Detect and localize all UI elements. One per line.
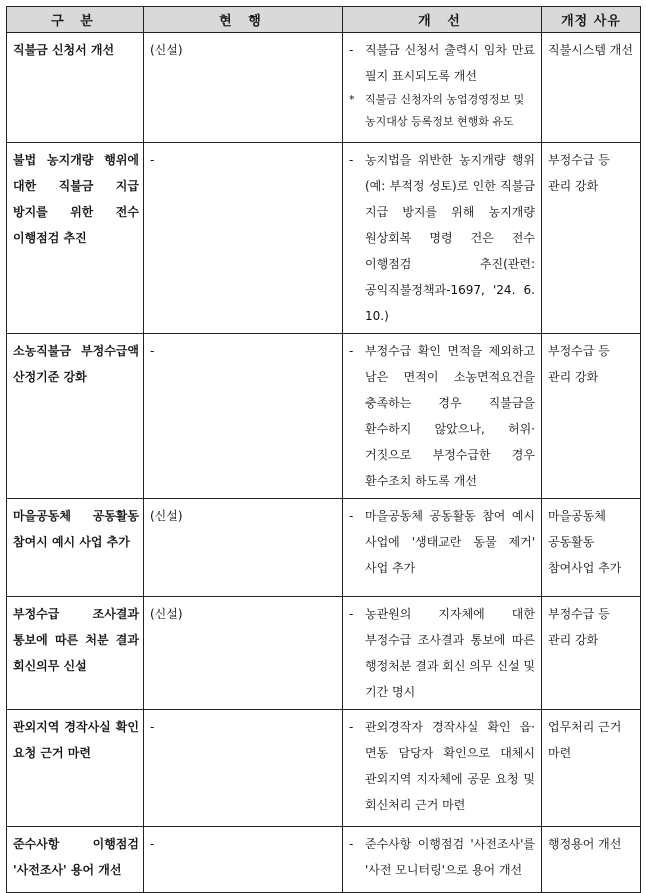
row-reason: 부정수급 등 관리 강화 <box>542 143 641 334</box>
improvement-item: - 마을공동체 공동활동 참여 예시 사업에 '생태교란 동물 제거' 사업 추가 <box>349 503 535 581</box>
header-category: 구 분 <box>7 7 144 33</box>
row-category: 준수사항 이행점검 '사전조사' 용어 개선 <box>7 827 144 893</box>
header-current: 현 행 <box>144 7 343 33</box>
improvement-text: 농관원의 지자체에 대한 부정수급 조사결과 통보에 따른 행정처분 결과 회신 의무 신설 및 기간 명시 <box>365 607 535 699</box>
improvement-text: 준수사항 이행점검 '사전조사'를 '사전 모니터링'으로 용어 개선 <box>365 837 535 877</box>
improvement-item: - 관외경작자 경작사실 확인 읍·면동 담당자 확인으로 대체시 관외지역 지자체에 공문 요청 및 회신처리 근거 마련 <box>349 714 535 818</box>
row-current: (신설) <box>144 499 343 597</box>
row-improvement-cell <box>343 827 542 893</box>
row-category: 마을공동체 공동활동 참여시 예시 사업 추가 <box>7 499 144 597</box>
row-improvement-cell <box>343 597 542 710</box>
improvement-item: - 부정수급 확인 면적을 제외하고 남은 면적이 소농면적요건을 충족하는 경우 직불금을 환수하지 않았으나, 허위·거짓으로 부정수급한 경우 환수조치 하도록 개선 <box>349 338 535 494</box>
row-category: 소농직불금 부정수급액 산정기준 강화 <box>7 334 144 499</box>
improvement-text: 직불금 신청서 출력시 임차 만료 필지 표시되도록 개선 <box>365 43 535 83</box>
row-category: 부정수급 조사결과 통보에 따른 처분 결과 회신의무 신설 <box>7 597 144 710</box>
improvement-note: * 직불금 신청자의 농업경영정보 및 농지대상 등록정보 현행화 유도 <box>349 89 535 133</box>
row-current: - <box>144 334 343 499</box>
table-row <box>7 597 641 710</box>
row-improvement-cell <box>343 33 542 143</box>
row-reason: 업무처리 근거 마련 <box>542 710 641 827</box>
improvement-text: 농지법을 위반한 농지개량 행위(예: 부적정 성토)로 인한 직불금 지급 방지를 위해 농지개량 원상회복 명령 건은 전수 이행점검 추진(관련: 공익직불정책과-1697, '24. 6. 10.) <box>365 153 535 323</box>
row-current: - <box>144 710 343 827</box>
row-reason: 부정수급 등 관리 강화 <box>542 334 641 499</box>
amendment-table <box>6 6 641 893</box>
row-current: (신설) <box>144 597 343 710</box>
row-improvement-cell <box>343 710 542 827</box>
row-improvement-cell <box>343 334 542 499</box>
table-row <box>7 710 641 827</box>
row-current: - <box>144 143 343 334</box>
row-category: 관외지역 경작사실 확인 요청 근거 마련 <box>7 710 144 827</box>
row-category: 직불금 신청서 개선 <box>7 33 144 143</box>
table-row <box>7 33 641 143</box>
row-improvement-cell <box>343 143 542 334</box>
row-category: 불법 농지개량 행위에 대한 직불금 지급 방지를 위한 전수 이행점검 추진 <box>7 143 144 334</box>
header-improvement: 개 선 <box>343 7 542 33</box>
improvement-text: 부정수급 확인 면적을 제외하고 남은 면적이 소농면적요건을 충족하는 경우 직불금을 환수하지 않았으나, 허위·거짓으로 부정수급한 경우 환수조치 하도록 개선 <box>365 344 535 488</box>
header-reason: 개정 사유 <box>542 7 641 33</box>
improvement-item: - 준수사항 이행점검 '사전조사'를 '사전 모니터링'으로 용어 개선 <box>349 831 535 883</box>
row-current: (신설) <box>144 33 343 143</box>
table-row <box>7 827 641 893</box>
improvement-text: 관외경작자 경작사실 확인 읍·면동 담당자 확인으로 대체시 관외지역 지자체에 공문 요청 및 회신처리 근거 마련 <box>365 720 535 812</box>
row-reason: 직불시스템 개선 <box>542 33 641 143</box>
table-row <box>7 143 641 334</box>
row-reason: 마을공동체 공동활동 참여사업 추가 <box>542 499 641 597</box>
improvement-item: - 직불금 신청서 출력시 임차 만료 필지 표시되도록 개선 <box>349 37 535 89</box>
table-row <box>7 334 641 499</box>
row-reason: 행정용어 개선 <box>542 827 641 893</box>
header-row <box>7 7 641 33</box>
row-current: - <box>144 827 343 893</box>
improvement-text: 마을공동체 공동활동 참여 예시 사업에 '생태교란 동물 제거' 사업 추가 <box>365 509 535 575</box>
row-improvement-cell <box>343 499 542 597</box>
row-reason: 부정수급 등 관리 강화 <box>542 597 641 710</box>
improvement-item: - 농지법을 위반한 농지개량 행위(예: 부적정 성토)로 인한 직불금 지급 방지를 위해 농지개량 원상회복 명령 건은 전수 이행점검 추진(관련: 공익직불정책과-1697, '24. 6. 10.) <box>349 147 535 329</box>
table-row <box>7 499 641 597</box>
improvement-item: - 농관원의 지자체에 대한 부정수급 조사결과 통보에 따른 행정처분 결과 회신 의무 신설 및 기간 명시 <box>349 601 535 705</box>
note-text: 직불금 신청자의 농업경영정보 및 농지대상 등록정보 현행화 유도 <box>365 93 525 128</box>
